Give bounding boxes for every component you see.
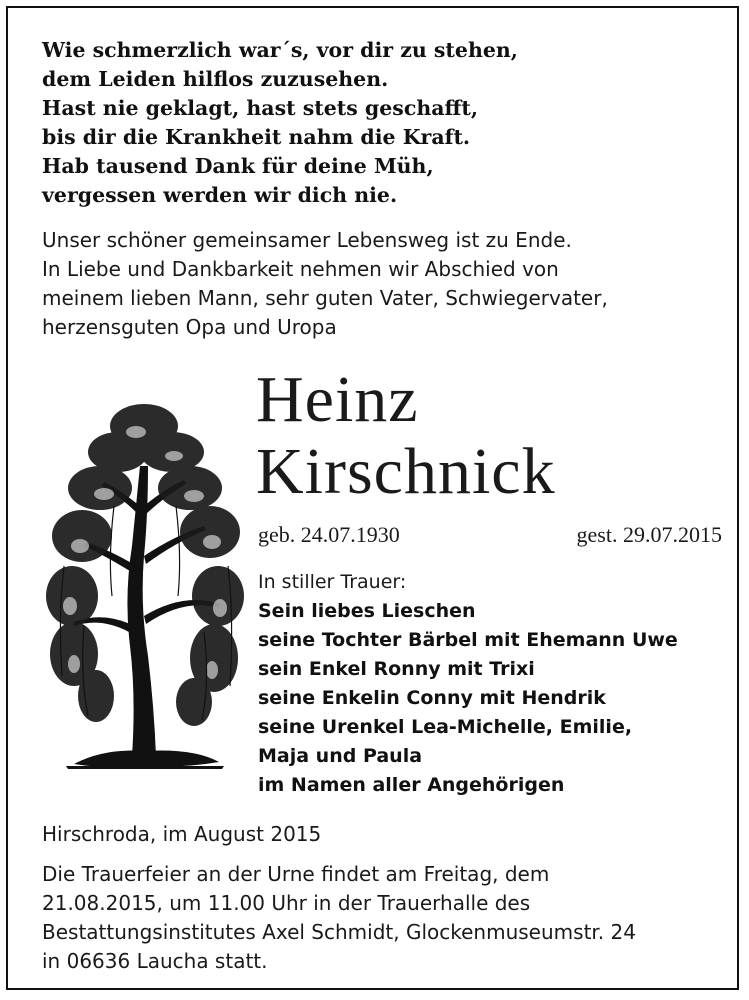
poem-line: vergessen werden wir dich nie. <box>42 183 398 207</box>
first-name: Heinz <box>256 363 419 436</box>
memorial-poem <box>42 36 722 210</box>
birth-date: geb. 24.07.1930 <box>258 522 400 547</box>
poem-line: dem Leiden hilflos zuzusehen. <box>42 67 389 91</box>
mourner-entry: sein Enkel Ronny mit Trixi <box>258 658 535 680</box>
poem-line: Wie schmerzlich war´s, vor dir zu stehen, <box>42 38 518 62</box>
place-and-date: Hirschroda, im August 2015 <box>42 822 322 846</box>
poem-line: Hab tausend Dank für deine Müh, <box>42 154 434 178</box>
life-dates <box>258 520 728 550</box>
funeral-line: in 06636 Laucha statt. <box>42 949 268 973</box>
mourner-entry: Sein liebes Lieschen <box>258 600 476 622</box>
poem-line: bis dir die Krankheit nahm die Kraft. <box>42 125 471 149</box>
mourner-entry: Maja und Paula <box>258 745 423 767</box>
farewell-line: herzensguten Opa und Uropa <box>42 315 337 339</box>
farewell-line: Unser schöner gemeinsamer Lebensweg ist zu Ende. <box>42 228 572 252</box>
funeral-notice <box>42 860 732 976</box>
mourners-list <box>258 568 728 800</box>
farewell-line: meinem lieben Mann, sehr guten Vater, Schwiegervater, <box>42 286 608 310</box>
poem-line: Hast nie geklagt, hast stets geschafft, <box>42 96 478 120</box>
farewell-line: In Liebe und Dankbarkeit nehmen wir Abschied von <box>42 257 559 281</box>
funeral-line: 21.08.2015, um 11.00 Uhr in der Trauerhalle des <box>42 891 531 915</box>
last-name: Kirschnick <box>256 435 556 508</box>
death-date: gest. 29.07.2015 <box>576 522 722 547</box>
mourner-entry: seine Urenkel Lea-Michelle, Emilie, <box>258 716 633 738</box>
funeral-line: Die Trauerfeier an der Urne findet am Freitag, dem <box>42 862 550 886</box>
birch-tree-icon <box>44 396 244 776</box>
mourner-entry: seine Tochter Bärbel mit Ehemann Uwe <box>258 629 678 651</box>
obituary-frame <box>6 6 739 990</box>
funeral-line: Bestattungsinstitutes Axel Schmidt, Glockenmuseumstr. 24 <box>42 920 636 944</box>
farewell-text <box>42 226 732 342</box>
deceased-name <box>256 364 726 508</box>
mourners-lead: In stiller Trauer: <box>258 571 407 593</box>
mourner-entry: seine Enkelin Conny mit Hendrik <box>258 687 606 709</box>
mourner-entry: im Namen aller Angehörigen <box>258 774 565 796</box>
